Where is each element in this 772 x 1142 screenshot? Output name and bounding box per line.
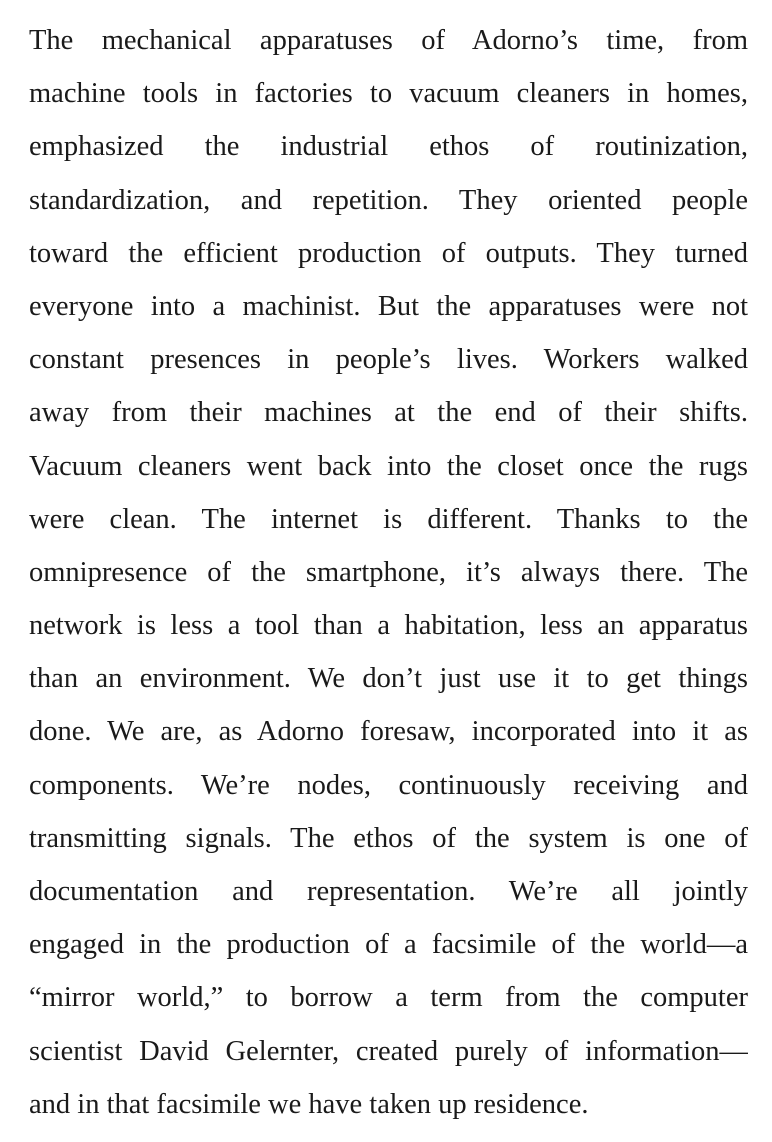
paragraph-line: than an environment. We don’t just use it to get things [29, 663, 748, 695]
body-paragraph [29, 14, 748, 1131]
paragraph-line: scientist David Gelernter, created purely of information— [29, 1035, 748, 1067]
paragraph-line: standardization, and repetition. They oriented people [29, 184, 748, 216]
paragraph-line-last: and in that facsimile we have taken up residence. [29, 1088, 589, 1120]
paragraph-line: transmitting signals. The ethos of the system is one of [29, 822, 748, 854]
paragraph-line: Vacuum cleaners went back into the closet once the rugs [29, 450, 748, 482]
paragraph-line: everyone into a machinist. But the apparatuses were not [29, 290, 748, 322]
paragraph-line: The mechanical apparatuses of Adorno’s time, from [29, 25, 748, 56]
paragraph-line: machine tools in factories to vacuum cleaners in homes, [29, 78, 748, 110]
paragraph-line: omnipresence of the smartphone, it’s always there. The [29, 556, 748, 588]
paragraph-line: engaged in the production of a facsimile of the world—a [29, 929, 748, 961]
paragraph-line: away from their machines at the end of their shifts. [29, 397, 748, 429]
paragraph-line: “mirror world,” to borrow a term from the computer [29, 982, 748, 1014]
paragraph-line: constant presences in people’s lives. Workers walked [29, 344, 748, 376]
paragraph-line: network is less a tool than a habitation, less an apparatus [29, 610, 748, 642]
paragraph-line: documentation and representation. We’re all jointly [29, 876, 748, 907]
paragraph-line: emphasized the industrial ethos of routinization, [29, 131, 748, 163]
paragraph-line: done. We are, as Adorno foresaw, incorporated into it as [29, 716, 748, 748]
paragraph-line: components. We’re nodes, continuously receiving and [29, 769, 748, 801]
paragraph-line: toward the efficient production of outputs. They turned [29, 237, 748, 269]
paragraph-line: were clean. The internet is different. Thanks to the [29, 503, 748, 535]
